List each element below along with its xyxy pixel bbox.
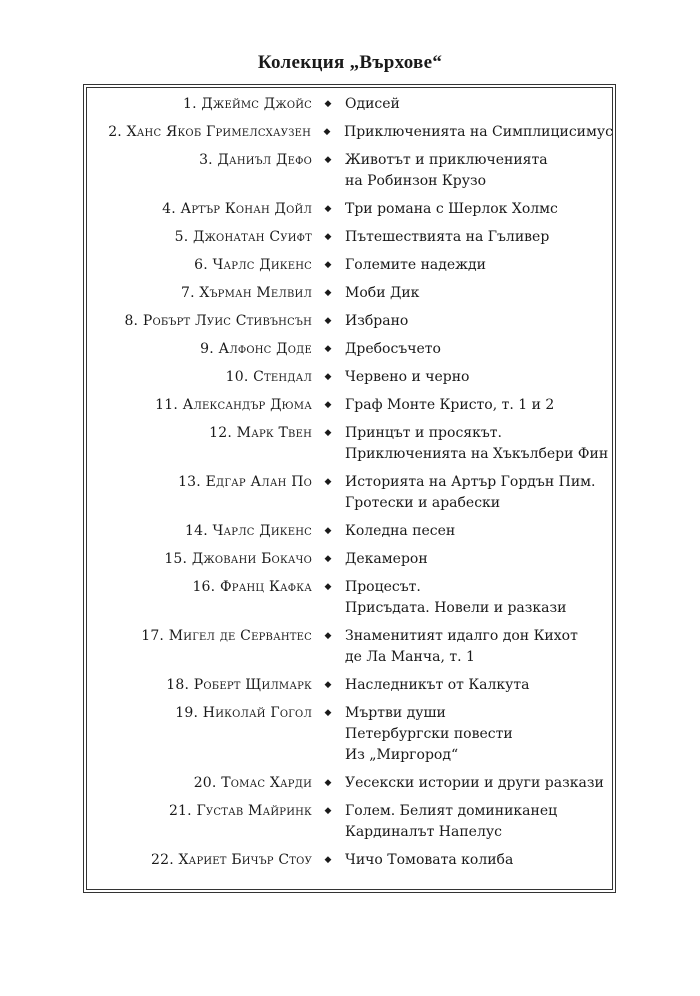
author-name: 2. Ханс Якоб Гримелсхаузен bbox=[108, 124, 312, 140]
list-item bbox=[86, 367, 613, 388]
author-name: 9. Алфонс Доде bbox=[200, 341, 312, 357]
diamond-bullet-icon: ◆ bbox=[324, 344, 332, 354]
book-titles bbox=[335, 549, 428, 570]
list-item bbox=[86, 283, 613, 304]
author-name: 5. Джонатан Суифт bbox=[174, 229, 312, 245]
book-titles bbox=[335, 675, 530, 696]
book-title: Дребосъчето bbox=[345, 341, 441, 357]
list-item bbox=[86, 255, 613, 276]
author-name: 15. Джовани Бокачо bbox=[164, 551, 312, 567]
book-titles bbox=[335, 395, 554, 416]
book-title: Декамерон bbox=[345, 551, 428, 567]
book-title: Голем. Белият доминиканец bbox=[345, 803, 558, 819]
author-name: 10. Стендал bbox=[225, 369, 312, 385]
author-name: 12. Марк Твен bbox=[209, 425, 312, 441]
book-titles bbox=[335, 94, 400, 115]
book-title: Гротески и арабески bbox=[345, 495, 501, 511]
diamond-bullet-icon: ◆ bbox=[324, 204, 332, 214]
author-name: 21. Густав Майринк bbox=[168, 803, 312, 819]
list-item bbox=[86, 773, 613, 794]
book-title: Мъртви души bbox=[345, 705, 446, 721]
book-title: Големите надежди bbox=[345, 257, 486, 273]
book-titles bbox=[335, 472, 596, 514]
book-title: Петербургски повести bbox=[345, 726, 513, 742]
list-item bbox=[86, 850, 613, 871]
diamond-bullet-icon: ◆ bbox=[324, 582, 332, 592]
diamond-bullet-icon: ◆ bbox=[324, 680, 332, 690]
list-item bbox=[86, 94, 613, 115]
list-item bbox=[86, 199, 613, 220]
list-item bbox=[86, 122, 613, 143]
author-name: 6. Чарлс Дикенс bbox=[194, 257, 312, 273]
diamond-bullet-icon: ◆ bbox=[324, 631, 332, 641]
author-name: 18. Роберт Щилмарк bbox=[166, 677, 312, 693]
book-titles bbox=[335, 577, 566, 619]
diamond-bullet-icon: ◆ bbox=[324, 855, 332, 865]
book-title: Граф Монте Кристо, т. 1 и 2 bbox=[345, 397, 555, 413]
list-item bbox=[86, 577, 613, 619]
book-title: Принцът и просякът. bbox=[345, 425, 502, 441]
list-item bbox=[86, 549, 613, 570]
diamond-bullet-icon: ◆ bbox=[324, 428, 332, 438]
book-title: Одисей bbox=[345, 96, 400, 112]
diamond-bullet-icon: ◆ bbox=[324, 260, 332, 270]
book-titles bbox=[335, 703, 513, 766]
list-item bbox=[86, 675, 613, 696]
diamond-bullet-icon: ◆ bbox=[324, 99, 332, 109]
diamond-bullet-icon: ◆ bbox=[324, 477, 332, 487]
book-titles bbox=[335, 626, 578, 668]
author-name: 3. Даниъл Дефо bbox=[199, 152, 312, 168]
author-name: 17. Мигел де Сервантес bbox=[141, 628, 312, 644]
author-name: 13. Едгар Алан По bbox=[178, 474, 312, 490]
book-titles bbox=[334, 122, 613, 143]
diamond-bullet-icon: ◆ bbox=[324, 806, 332, 816]
list-item bbox=[86, 395, 613, 416]
list-item bbox=[86, 227, 613, 248]
list-item bbox=[86, 339, 613, 360]
book-title: Из „Миргород“ bbox=[345, 747, 459, 763]
list-item bbox=[86, 472, 613, 514]
book-title: Кардиналът Напелус bbox=[345, 824, 502, 840]
book-title: Историята на Артър Гордън Пим. bbox=[345, 474, 596, 490]
author-name: 19. Николай Гогол bbox=[175, 705, 312, 721]
book-title: Наследникът от Калкута bbox=[345, 677, 530, 693]
book-titles bbox=[335, 311, 408, 332]
diamond-bullet-icon: ◆ bbox=[324, 708, 332, 718]
book-title: Уесекски истории и други разкази bbox=[345, 775, 604, 791]
diamond-bullet-icon: ◆ bbox=[324, 526, 332, 536]
book-title: Пътешествията на Гъливер bbox=[345, 229, 550, 245]
author-name: 4. Артър Конан Дойл bbox=[162, 201, 312, 217]
book-title: Три романа с Шерлок Холмс bbox=[345, 201, 558, 217]
book-titles bbox=[335, 521, 455, 542]
author-name: 14. Чарлс Дикенс bbox=[185, 523, 312, 539]
book-title: де Ла Манча, т. 1 bbox=[345, 649, 475, 665]
book-titles bbox=[335, 773, 604, 794]
book-title: Коледна песен bbox=[345, 523, 456, 539]
list-item bbox=[86, 311, 613, 332]
diamond-bullet-icon: ◆ bbox=[324, 554, 332, 564]
book-titles bbox=[335, 367, 470, 388]
author-name: 22. Хариет Бичър Стоу bbox=[151, 852, 312, 868]
list-item bbox=[86, 703, 613, 766]
author-name: 16. Франц Кафка bbox=[192, 579, 312, 595]
author-name: 11. Александър Дюма bbox=[155, 397, 312, 413]
collection-list bbox=[86, 94, 613, 878]
diamond-bullet-icon: ◆ bbox=[324, 372, 332, 382]
book-title: Избрано bbox=[345, 313, 409, 329]
book-titles bbox=[335, 339, 441, 360]
book-titles bbox=[335, 227, 549, 248]
book-title: на Робинзон Крузо bbox=[345, 173, 487, 189]
book-titles bbox=[335, 150, 548, 192]
diamond-bullet-icon: ◆ bbox=[324, 232, 332, 242]
book-title: Червено и черно bbox=[345, 369, 470, 385]
book-titles bbox=[335, 255, 486, 276]
author-name: 1. Джеймс Джойс bbox=[183, 96, 312, 112]
diamond-bullet-icon: ◆ bbox=[323, 127, 331, 137]
diamond-bullet-icon: ◆ bbox=[324, 155, 332, 165]
list-item bbox=[86, 521, 613, 542]
diamond-bullet-icon: ◆ bbox=[324, 400, 332, 410]
book-title: Знаменитият идалго дон Кихот bbox=[345, 628, 578, 644]
book-titles bbox=[335, 423, 608, 465]
author-name: 20. Томас Харди bbox=[193, 775, 312, 791]
list-item bbox=[86, 801, 613, 843]
book-title: Процесът. bbox=[345, 579, 421, 595]
list-item bbox=[86, 150, 613, 192]
book-titles bbox=[335, 801, 557, 843]
page-title: Колекция „Върхове“ bbox=[257, 52, 443, 73]
diamond-bullet-icon: ◆ bbox=[324, 316, 332, 326]
book-titles bbox=[335, 199, 558, 220]
book-titles bbox=[335, 283, 419, 304]
diamond-bullet-icon: ◆ bbox=[324, 288, 332, 298]
book-title: Моби Дик bbox=[345, 285, 420, 301]
book-title: Приключенията на Симплицисимус bbox=[343, 124, 613, 140]
book-titles bbox=[335, 850, 513, 871]
author-name: 7. Хърман Мелвил bbox=[180, 285, 312, 301]
book-title: Присъдата. Новели и разкази bbox=[345, 600, 567, 616]
author-name: 8. Робърт Луис Стивънсън bbox=[124, 313, 312, 329]
list-item bbox=[86, 626, 613, 668]
book-title: Приключенията на Хъкълбери Фин bbox=[345, 446, 609, 462]
list-item bbox=[86, 423, 613, 465]
book-title: Чичо Томовата колиба bbox=[345, 852, 514, 868]
book-title: Животът и приключенията bbox=[345, 152, 548, 168]
diamond-bullet-icon: ◆ bbox=[324, 778, 332, 788]
